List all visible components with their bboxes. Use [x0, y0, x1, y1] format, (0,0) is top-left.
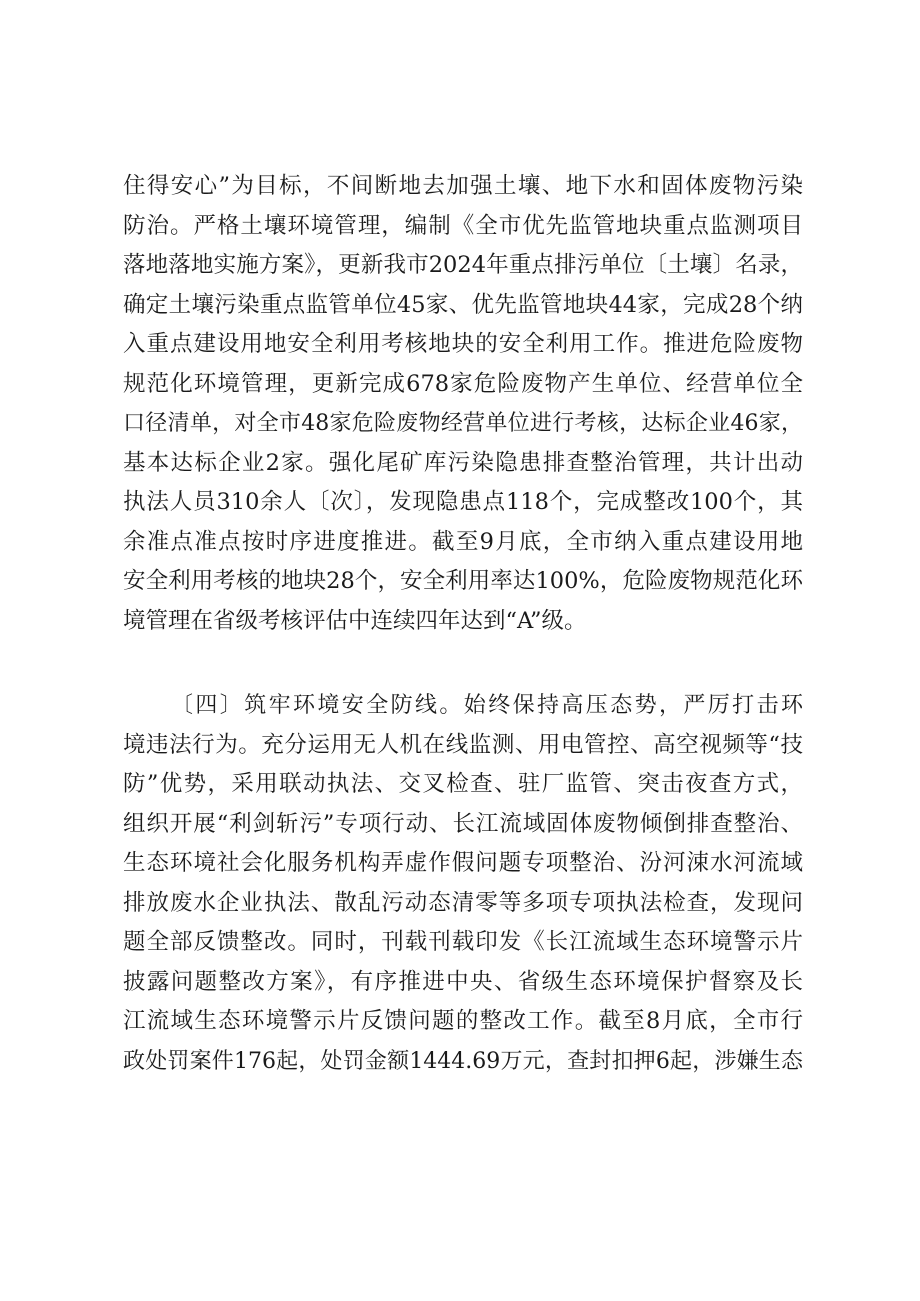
text-line: 境违法行为。充分运用无人机在线监测、用电管控、高空视频等“技 [123, 731, 803, 758]
text-line: 余准点准点按时序进度推进。截至9月底，全市纳入重点建设用地 [123, 528, 803, 555]
text-line: 基本达标企业2家。强化尾矿库污染隐患排查整治管理，共计出动 [123, 449, 803, 476]
paragraph-environmental-safety [123, 686, 803, 1081]
text-line: 防”优势，采用联动执法、交叉检查、驻厂监管、突击夜查方式， [123, 771, 803, 797]
text-line: 组织开展“利剑斩污”专项行动、长江流域固体废物倾倒排查整治、 [123, 810, 803, 837]
text-line: 安全利用考核的地块28个，安全利用率达100%，危险废物规范化环 [123, 568, 803, 594]
text-line: 生态环境社会化服务机构弄虚作假问题专项整治、汾河涑水河流域 [123, 850, 803, 876]
text-line: 入重点建设用地安全利用考核地块的安全利用工作。推进危险废物 [123, 331, 803, 357]
text-line: 政处罚案件176起，处罚金额1444.69万元，查封扣押6起，涉嫌生态 [123, 1048, 803, 1074]
text-line: 落地落地实施方案》，更新我市2024年重点排污单位〔土壤〕名录， [123, 252, 803, 278]
text-line: 口径清单，对全市48家危险废物经营单位进行考核，达标企业46家， [123, 411, 803, 436]
text-line: 题全部反馈整改。同时，刊载刊载印发《长江流域生态环境警示片 [123, 929, 803, 955]
text-line: 江流域生态环境警示片反馈问题的整改工作。截至8月底，全市行 [123, 1008, 803, 1034]
text-line: 〔四〕筑牢环境安全防线。始终保持高压态势，严厉打击环 [171, 693, 803, 718]
paragraph-soil-pollution [123, 167, 803, 641]
text-line: 规范化环境管理，更新完成678家危险废物产生单位、经营单位全 [123, 370, 803, 397]
text-line: 排放废水企业执法、散乱污动态清零等多项专项执法检查，发现问 [123, 889, 803, 916]
text-line: 执法人员310余人〔次〕，发现隐患点118个，完成整改100个，其 [123, 489, 803, 515]
text-line: 住得安心”为目标，不间断地去加强土壤、地下水和固体废物污染 [123, 173, 803, 199]
text-line: 境管理在省级考核评估中连续四年达到“A”级。 [123, 607, 587, 634]
text-line: 防治。严格土壤环境管理，编制《全市优先监管地块重点监测项目 [123, 212, 803, 239]
text-line: 确定土壤污染重点监管单位45家、优先监管地块44家，完成28个纳 [123, 291, 803, 318]
text-line: 披露问题整改方案》，有序推进中央、省级生态环境保护督察及长 [123, 968, 803, 995]
